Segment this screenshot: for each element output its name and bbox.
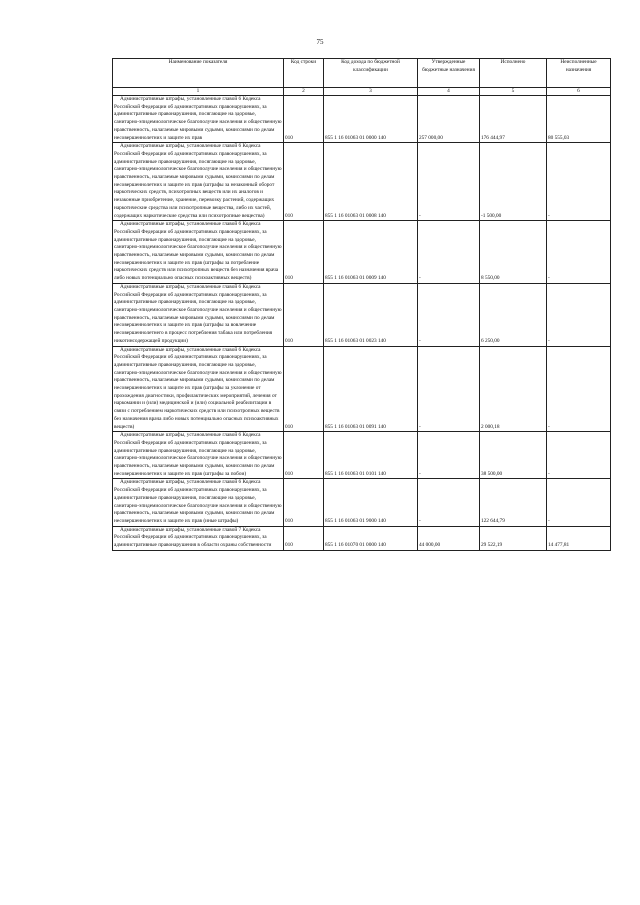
row-name-text: Административные штрафы, установленные главой 6 Кодекса Российской Федерации об административных правонарушениях, за административные правонарушения, посягающие на здоровье, санитарно-эпидемиологическое благополучие населения и общественную нравственность, налагаемые мировыми судьями, комиссиями по делам несовершеннолетних и защите их прав (штрафы за побои) xyxy=(114,432,282,477)
column-number: 5 xyxy=(480,88,547,96)
table-row xyxy=(113,526,611,550)
row-indicator-name xyxy=(113,432,284,479)
table-row xyxy=(113,143,611,221)
row-unexecuted: - xyxy=(547,432,611,479)
row-unexecuted: - xyxy=(547,346,611,432)
column-number: 4 xyxy=(418,88,480,96)
row-indicator-name xyxy=(113,283,284,346)
page-number: 75 xyxy=(316,38,324,46)
row-budget-code: 855 1 16 01063 01 0008 140 xyxy=(324,143,418,221)
column-number: 2 xyxy=(284,88,324,96)
row-indicator-name xyxy=(113,526,284,550)
row-name-text: Административные штрафы, установленные главой 6 Кодекса Российской Федерации об административных правонарушениях, за административные правонарушения, посягающие на здоровье, санитарно-эпидемиологическое благополучие населения и общественную нравственность, налагаемые мировыми судьями, комиссиями по делам несовершеннолетних и защите их прав xyxy=(114,96,282,141)
row-unexecuted: 80 555,03 xyxy=(547,96,611,143)
row-budget-code: 855 1 16 01063 01 0023 140 xyxy=(324,283,418,346)
row-executed: 29 522,19 xyxy=(480,526,547,550)
row-indicator-name xyxy=(113,479,284,526)
row-line-code: 010 xyxy=(284,526,324,550)
row-executed: -1 500,00 xyxy=(480,143,547,221)
row-budget-code: 855 1 16 01063 01 0091 140 xyxy=(324,346,418,432)
row-name-text: Административные штрафы, установленные главой 6 Кодекса Российской Федерации об административных правонарушениях, за административные правонарушения, посягающие на здоровье, санитарно-эпидемиологическое благополучие населения и общественную нравственность, налагаемые мировыми судьями, комиссиями по делам несовершеннолетних и защите их прав (штрафы за вовлечение несовершеннолетнего в процесс потребления табака или потребления никотинсодержащей продукции) xyxy=(114,283,282,344)
row-executed: 38 500,00 xyxy=(480,432,547,479)
table-row xyxy=(113,432,611,479)
table-row xyxy=(113,479,611,526)
row-approved: - xyxy=(418,143,480,221)
row-line-code: 010 xyxy=(284,221,324,284)
row-approved: 257 000,00 xyxy=(418,96,480,143)
table-row xyxy=(113,96,611,143)
row-budget-code: 855 1 16 01063 01 0000 140 xyxy=(324,96,418,143)
table-row xyxy=(113,221,611,284)
row-budget-code: 855 1 16 01063 01 0101 140 xyxy=(324,432,418,479)
row-approved: - xyxy=(418,479,480,526)
column-number: 1 xyxy=(113,88,284,96)
row-approved: 44 000,00 xyxy=(418,526,480,550)
row-line-code: 010 xyxy=(284,346,324,432)
header-row xyxy=(113,59,611,88)
row-approved: - xyxy=(418,346,480,432)
row-executed: 176 444,97 xyxy=(480,96,547,143)
row-indicator-name xyxy=(113,143,284,221)
row-approved: - xyxy=(418,283,480,346)
row-executed: 6 250,00 xyxy=(480,283,547,346)
header-indicator-name: Наименование показателя xyxy=(113,59,284,88)
row-budget-code: 855 1 16 01063 01 9000 140 xyxy=(324,479,418,526)
column-number-row xyxy=(113,88,611,96)
row-budget-code: 855 1 16 01063 01 0009 140 xyxy=(324,221,418,284)
row-unexecuted: 14 477,81 xyxy=(547,526,611,550)
header-approved: Утвержденные бюджетные назначения xyxy=(418,59,480,88)
row-line-code: 010 xyxy=(284,432,324,479)
report-table xyxy=(112,58,611,551)
header-line-code: Код строки xyxy=(284,59,324,88)
header-unexecuted: Неисполненные назначения xyxy=(547,59,611,88)
column-number: 3 xyxy=(324,88,418,96)
header-executed: Исполнено xyxy=(480,59,547,88)
row-executed: 8 550,00 xyxy=(480,221,547,284)
row-indicator-name xyxy=(113,96,284,143)
row-executed: 122 644,79 xyxy=(480,479,547,526)
row-name-text: Административные штрафы, установленные главой 6 Кодекса Российской Федерации об административных правонарушениях, за административные правонарушения, посягающие на здоровье, санитарно-эпидемиологическое благополучие населения и общественную нравственность, налагаемые мировыми судьями, комиссиями по делам несовершеннолетних и защите их прав (иные штрафы) xyxy=(114,479,282,524)
row-unexecuted: - xyxy=(547,479,611,526)
row-approved: - xyxy=(418,221,480,284)
row-executed: 2 000,18 xyxy=(480,346,547,432)
column-number: 6 xyxy=(547,88,611,96)
header-budget-code: Код дохода по бюджетной классификации xyxy=(324,59,418,88)
row-name-text: Административные штрафы, установленные главой 7 Кодекса Российской Федерации об административных правонарушениях, за административные правонарушения в области охраны собственности xyxy=(114,526,272,549)
table-row xyxy=(113,283,611,346)
row-line-code: 010 xyxy=(284,283,324,346)
row-line-code: 010 xyxy=(284,479,324,526)
row-indicator-name xyxy=(113,221,284,284)
table-row xyxy=(113,346,611,432)
row-unexecuted: - xyxy=(547,283,611,346)
row-name-text: Административные штрафы, установленные главой 6 Кодекса Российской Федерации об административных правонарушениях, за административные правонарушения, посягающие на здоровье, санитарно-эпидемиологическое благополучие населения и общественную нравственность, налагаемые мировыми судьями, комиссиями по делам несовершеннолетних и защите их прав (штрафы за уклонение от прохождения диагностики, профилактических мероприятий, лечения от наркомании и (или) медицинской и (или) социальной реабилитации в связи с потреблением наркотических средств или психотропных веществ без назначения врача либо новых потенциально опасных психоактивных веществ) xyxy=(114,346,282,430)
row-approved: - xyxy=(418,432,480,479)
row-budget-code: 855 1 16 01070 01 0000 140 xyxy=(324,526,418,550)
row-name-text: Административные штрафы, установленные главой 6 Кодекса Российской Федерации об административных правонарушениях, за административные правонарушения, посягающие на здоровье, санитарно-эпидемиологическое благополучие населения и общественную нравственность, налагаемые мировыми судьями, комиссиями по делам несовершеннолетних и защите их прав (штрафы за потребление наркотических средств или психотропных веществ без назначения врача либо новых потенциально опасных психоактивных веществ) xyxy=(114,221,282,282)
row-name-text: Административные штрафы, установленные главой 6 Кодекса Российской Федерации об административных правонарушениях, за административные правонарушения, посягающие на здоровье, санитарно-эпидемиологическое благополучие населения и общественную нравственность, налагаемые мировыми судьями, комиссиями по делам несовершеннолетних и защите их прав (штрафы за незаконный оборот наркотических средств, психотропных веществ или их аналогов и незаконные приобретение, хранение, перевозку растений, содержащих наркотические средства или психотропные вещества, либо их частей, содержащих наркотические средства или психотропные вещества) xyxy=(114,143,282,219)
row-line-code: 010 xyxy=(284,143,324,221)
row-unexecuted: - xyxy=(547,143,611,221)
row-unexecuted: - xyxy=(547,221,611,284)
row-indicator-name xyxy=(113,346,284,432)
row-line-code: 010 xyxy=(284,96,324,143)
